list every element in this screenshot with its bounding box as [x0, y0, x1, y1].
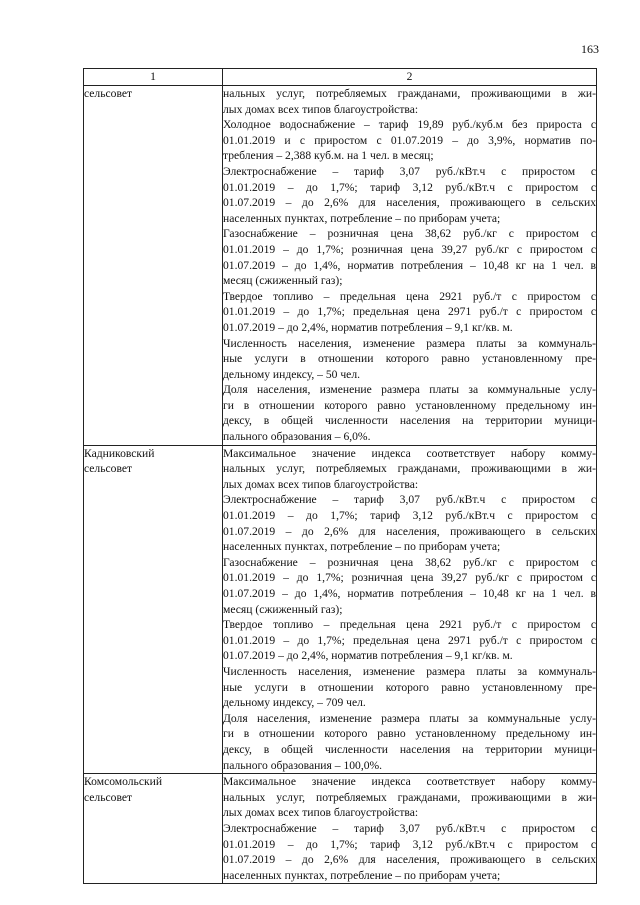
description-paragraph — [223, 555, 596, 617]
text-line: населенных пунктах, потребление – по приборам учета; — [223, 868, 501, 882]
text-line: Электроснабжение – тариф 3,07 руб./кВт.ч с приростом с — [223, 164, 596, 178]
text-line: 01.07.2019 – до 1,4%, норматив потребления – 10,48 кг на 1 чел. в — [223, 587, 596, 600]
column-header-2: 2 — [223, 69, 597, 86]
description-paragraph — [223, 492, 596, 554]
text-line: 01.07.2019 – до 2,6% для населения, проживающего в сельских — [223, 853, 596, 867]
description-paragraph — [223, 617, 596, 664]
table-row — [84, 445, 597, 773]
municipality-name-line: сельсовет — [84, 87, 133, 100]
description-paragraph — [223, 336, 596, 383]
description-paragraph — [223, 821, 596, 883]
text-line: 01.07.2019 – до 2,6% для населения, проживающего в сельских — [223, 196, 596, 210]
description-paragraph — [223, 711, 596, 773]
municipality-name-line: сельсовет — [84, 462, 133, 476]
description-paragraph — [223, 446, 596, 493]
text-line: лых домах всех типов благоустройства: — [223, 806, 419, 820]
text-line: 01.01.2019 – до 1,7%; тариф 3,12 руб./кВт.ч с приростом с — [223, 180, 596, 194]
text-line: Газоснабжение – розничная цена 38,62 руб./кг с приростом с — [223, 555, 596, 569]
text-line: Максимальное значение индекса соответствует набору комму- — [223, 446, 596, 460]
text-line: Твердое топливо – предельная цена 2921 руб./т с приростом с — [223, 618, 596, 632]
text-line: Твердое топливо – предельная цена 2921 руб./т с приростом с — [223, 289, 596, 303]
text-line: месяц (сжиженный газ); — [223, 274, 343, 288]
municipality-name-line: Комсомольский — [84, 775, 163, 789]
text-line: нальных услуг, потребляемых гражданами, проживающими в жи- — [223, 87, 596, 100]
description-paragraph — [223, 86, 596, 117]
text-line: 01.01.2019 и с приростом с 01.07.2019 – до 3,9%, норматив по- — [223, 133, 596, 147]
text-line: лых домах всех типов благоустройства: — [223, 477, 419, 491]
text-line: Газоснабжение – розничная цена 38,62 руб./кг с приростом с — [223, 227, 596, 241]
municipality-name-line: сельсовет — [84, 790, 133, 804]
text-line: 01.07.2019 – до 1,4%, норматив потребления – 10,48 кг на 1 чел. в — [223, 258, 596, 272]
text-line: Электроснабжение – тариф 3,07 руб./кВт.ч с приростом с — [223, 821, 596, 835]
description-paragraph — [223, 664, 596, 711]
text-line: 01.01.2019 – до 1,7%; тариф 3,12 руб./кВт.ч с приростом с — [223, 509, 596, 523]
text-line: пального образования – 6,0%. — [223, 430, 371, 444]
municipality-cell — [84, 445, 223, 773]
text-line: 01.01.2019 – до 1,7%; предельная цена 2971 руб./т с приростом с — [223, 633, 596, 647]
text-line: ги в отношении которого равно установленному предельному ин- — [223, 398, 596, 412]
description-cell — [223, 86, 597, 446]
description-paragraph — [223, 164, 596, 226]
description-cell — [223, 774, 597, 884]
table-header-row — [84, 69, 597, 86]
description-paragraph — [223, 117, 596, 164]
column-header-1: 1 — [84, 69, 223, 86]
text-line: 01.01.2019 – до 1,7%; розничная цена 39,27 руб./кг с приростом с — [223, 571, 596, 585]
text-line: 01.01.2019 – до 1,7%; предельная цена 2971 руб./т с приростом с — [223, 305, 596, 319]
text-line: ные услуги в отношении которого равно установленному пре- — [223, 352, 596, 366]
table-row — [84, 86, 597, 446]
text-line: ные услуги в отношении которого равно установленному пре- — [223, 680, 596, 694]
description-cell — [223, 445, 597, 773]
text-line: нальных услуг, потребляемых гражданами, проживающими в жи- — [223, 462, 596, 476]
text-line: месяц (сжиженный газ); — [223, 602, 343, 616]
text-line: дексу, в общей численности населения на территории муници- — [223, 414, 596, 428]
text-line: Численность населения, изменение размера платы за коммуналь- — [223, 336, 596, 350]
text-line: ги в отношении которого равно установленному предельному ин- — [223, 727, 596, 741]
text-line: лых домах всех типов благоустройства: — [223, 102, 419, 116]
text-line: нальных услуг, потребляемых гражданами, проживающими в жи- — [223, 790, 596, 804]
description-paragraph — [223, 382, 596, 444]
text-line: Доля населения, изменение размера платы за коммунальные услу- — [223, 383, 596, 397]
page-number: 163 — [581, 42, 599, 56]
text-line: 01.07.2019 – до 2,6% для населения, проживающего в сельских — [223, 524, 596, 538]
table-row — [84, 774, 597, 884]
text-line: Холодное водоснабжение – тариф 19,89 руб./куб.м без прироста с — [223, 118, 596, 132]
text-line: населенных пунктах, потребление – по приборам учета; — [223, 211, 501, 225]
text-line: Численность населения, изменение размера платы за коммуналь- — [223, 664, 596, 678]
description-paragraph — [223, 289, 596, 336]
description-paragraph — [223, 226, 596, 288]
text-line: пального образования – 100,0%. — [223, 758, 383, 772]
municipality-cell — [84, 774, 223, 884]
text-line: дексу, в общей численности населения на территории муници- — [223, 742, 596, 756]
text-line: 01.01.2019 – до 1,7%; розничная цена 39,27 руб./кг с приростом с — [223, 242, 596, 256]
text-line: 01.07.2019 – до 2,4%, норматив потребления – 9,1 кг/кв. м. — [223, 320, 513, 334]
text-line: Максимальное значение индекса соответствует набору комму- — [223, 775, 596, 789]
text-line: Доля населения, изменение размера платы за коммунальные услу- — [223, 711, 596, 725]
municipality-cell — [84, 86, 223, 446]
text-line: 01.07.2019 – до 2,4%, норматив потребления – 9,1 кг/кв. м. — [223, 649, 513, 663]
description-paragraph — [223, 774, 596, 821]
text-line: требления – 2,388 куб.м. на 1 чел. в месяц; — [223, 149, 434, 163]
text-line: дельному индексу, – 50 чел. — [223, 367, 361, 381]
tariff-table — [83, 68, 597, 884]
text-line: населенных пунктах, потребление – по приборам учета; — [223, 540, 501, 554]
municipality-name-line: Кадниковский — [84, 446, 155, 460]
text-line: Электроснабжение – тариф 3,07 руб./кВт.ч с приростом с — [223, 493, 596, 507]
text-line: дельному индексу, – 709 чел. — [223, 696, 366, 710]
text-line: 01.01.2019 – до 1,7%; тариф 3,12 руб./кВт.ч с приростом с — [223, 837, 596, 851]
